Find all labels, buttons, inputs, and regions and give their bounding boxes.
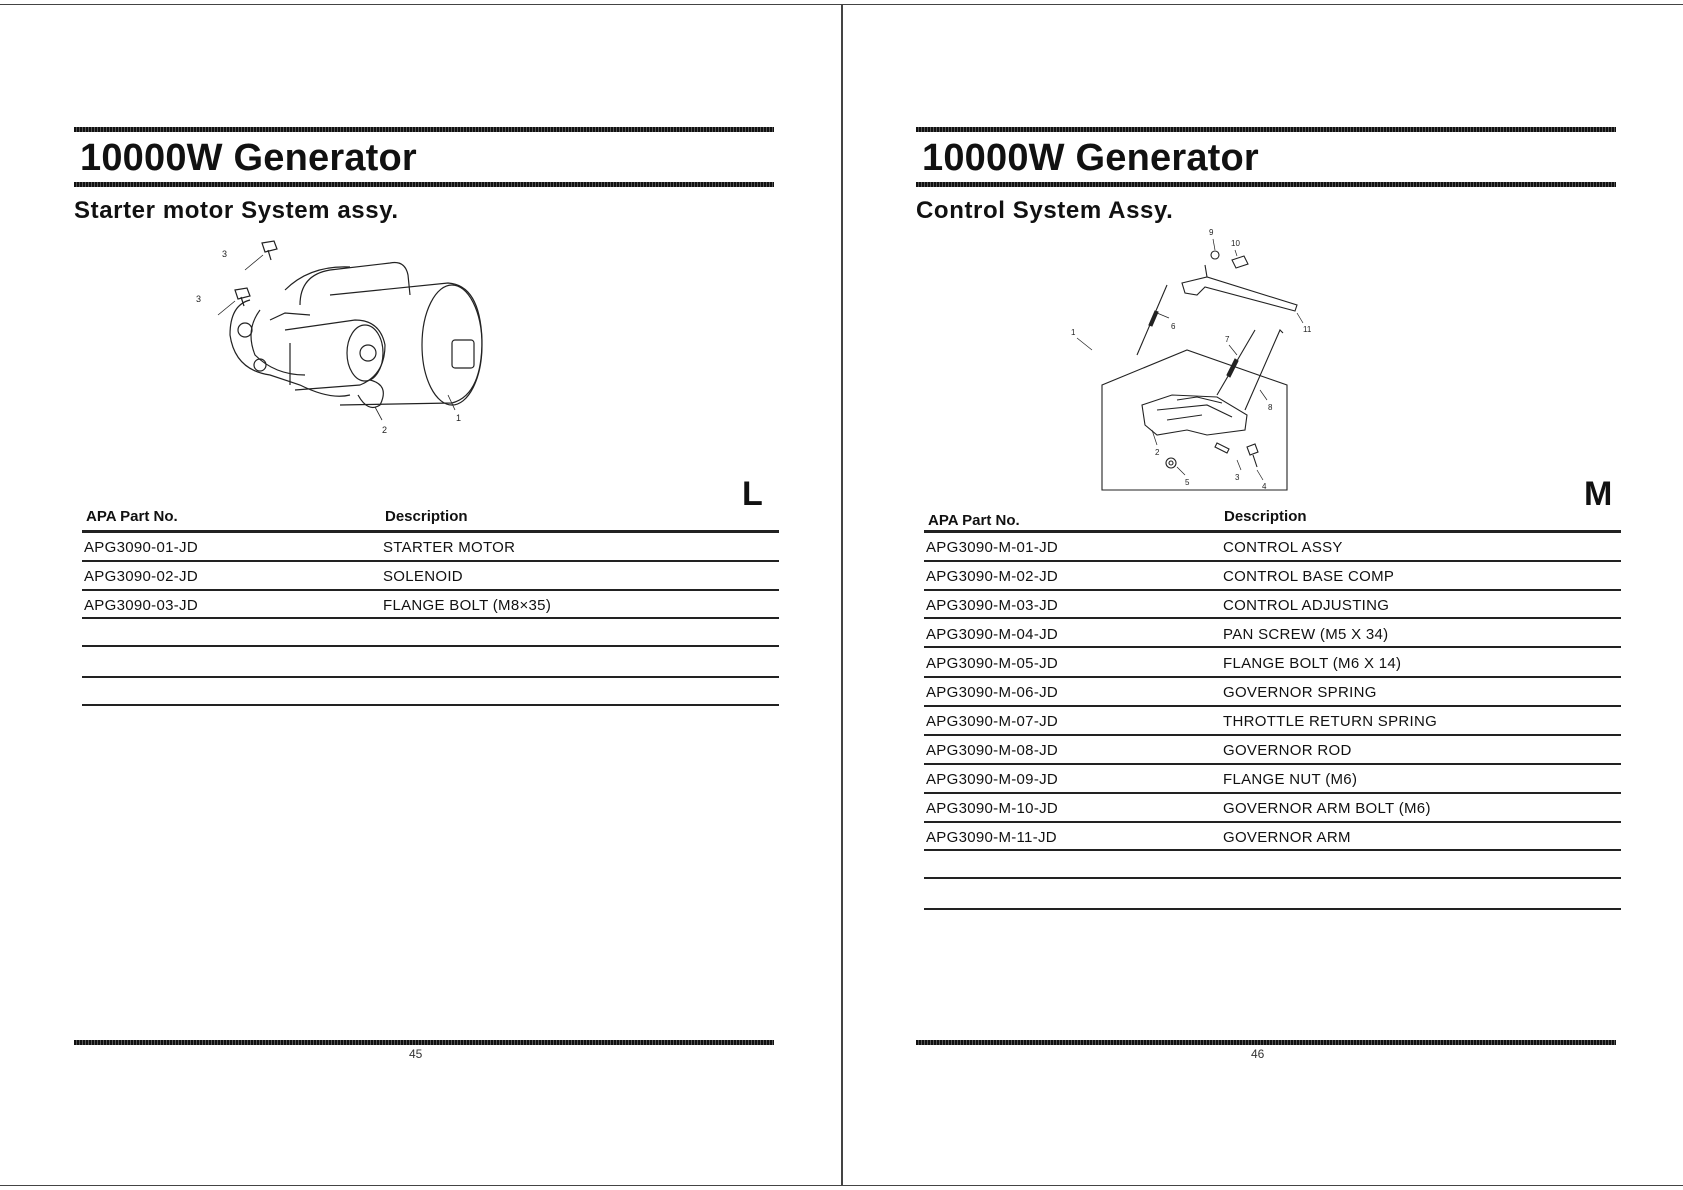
callout-label: 1 xyxy=(1071,328,1076,337)
description-cell: GOVERNOR ARM xyxy=(1223,829,1351,846)
callout-label: 3 xyxy=(222,249,228,259)
page-number: 46 xyxy=(1251,1047,1265,1061)
flange-bolt-drawing xyxy=(235,241,277,306)
section-letter: M xyxy=(1584,475,1613,513)
description-cell: PAN SCREW (M5 X 34) xyxy=(1223,626,1389,643)
part-number-cell: APG3090-M-10-JD xyxy=(926,800,1059,817)
row-rule xyxy=(924,676,1621,678)
callout-label: 1 xyxy=(456,413,462,423)
row-rule xyxy=(924,617,1621,619)
part-number-cell: APG3090-M-09-JD xyxy=(926,771,1059,788)
part-number-cell: APG3090-M-07-JD xyxy=(926,713,1059,730)
row-rule xyxy=(924,821,1621,823)
row-rule xyxy=(924,763,1621,765)
page-title: 10000W Generator xyxy=(80,137,417,179)
callout-label: 8 xyxy=(1268,403,1273,412)
row-rule xyxy=(924,877,1621,879)
row-rule xyxy=(82,676,779,678)
column-header-description: Description xyxy=(1224,508,1307,525)
description-cell: CONTROL ASSY xyxy=(1223,539,1343,556)
callout-label: 10 xyxy=(1231,239,1240,248)
row-rule xyxy=(82,560,779,562)
description-cell: GOVERNOR ROD xyxy=(1223,742,1352,759)
column-header-description: Description xyxy=(385,508,468,525)
description-cell: SOLENOID xyxy=(383,568,463,585)
callout-label: 11 xyxy=(1303,325,1312,334)
row-rule xyxy=(924,849,1621,851)
row-rule xyxy=(924,734,1621,736)
description-cell: FLANGE NUT (M6) xyxy=(1223,771,1358,788)
part-number-cell: APG3090-M-05-JD xyxy=(926,655,1059,672)
control-system-diagram xyxy=(1057,225,1377,500)
description-cell: CONTROL ADJUSTING xyxy=(1223,597,1390,614)
callout-label: 5 xyxy=(1185,478,1190,487)
section-subtitle: Starter motor System assy. xyxy=(74,197,399,224)
row-rule xyxy=(82,617,779,619)
row-rule xyxy=(924,705,1621,707)
callout-label: 6 xyxy=(1171,322,1176,331)
description-cell: THROTTLE RETURN SPRING xyxy=(1223,713,1438,730)
footer-bar xyxy=(916,1040,1616,1045)
description-cell: GOVERNOR SPRING xyxy=(1223,684,1377,701)
row-rule xyxy=(82,645,779,647)
row-rule xyxy=(924,792,1621,794)
part-number-cell: APG3090-M-06-JD xyxy=(926,684,1059,701)
title-top-bar xyxy=(916,127,1616,132)
column-header-part-no: APA Part No. xyxy=(86,508,178,525)
callout-label: 3 xyxy=(196,294,202,304)
row-rule xyxy=(924,646,1621,648)
part-number-cell: APG3090-M-08-JD xyxy=(926,742,1059,759)
page-number: 45 xyxy=(409,1047,423,1061)
row-rule xyxy=(82,589,779,591)
part-number-cell: APG3090-M-03-JD xyxy=(926,597,1059,614)
starter-motor-diagram xyxy=(190,235,520,470)
page-45 xyxy=(0,0,841,1182)
part-number-cell: APG3090-M-11-JD xyxy=(926,829,1057,846)
footer-bar xyxy=(74,1040,774,1045)
table-header-rule xyxy=(924,530,1621,533)
callout-label: 4 xyxy=(1262,482,1267,491)
title-top-bar xyxy=(74,127,774,132)
table-header-rule xyxy=(82,530,779,533)
column-header-part-no: APA Part No. xyxy=(928,512,1020,529)
description-cell: STARTER MOTOR xyxy=(383,539,516,556)
row-rule xyxy=(924,589,1621,591)
page-title: 10000W Generator xyxy=(922,137,1259,179)
control-base-drawing xyxy=(1142,395,1247,435)
callout-label: 9 xyxy=(1209,228,1214,237)
row-rule xyxy=(924,560,1621,562)
callout-label: 3 xyxy=(1235,473,1240,482)
governor-arm-drawing xyxy=(1182,265,1297,311)
page-46 xyxy=(842,0,1683,1182)
part-number-cell: APG3090-03-JD xyxy=(84,597,198,614)
description-cell: FLANGE BOLT (M6 X 14) xyxy=(1223,655,1402,672)
callout-label: 2 xyxy=(1155,448,1160,457)
callout-label: 7 xyxy=(1225,335,1230,344)
description-cell: CONTROL BASE COMP xyxy=(1223,568,1395,585)
row-rule xyxy=(924,908,1621,910)
title-bottom-bar xyxy=(74,182,774,187)
part-number-cell: APG3090-M-04-JD xyxy=(926,626,1059,643)
part-number-cell: APG3090-M-02-JD xyxy=(926,568,1059,585)
part-number-cell: APG3090-01-JD xyxy=(84,539,198,556)
description-cell: GOVERNOR ARM BOLT (M6) xyxy=(1223,800,1431,817)
callout-label: 2 xyxy=(382,425,388,435)
section-subtitle: Control System Assy. xyxy=(916,197,1174,224)
part-number-cell: APG3090-M-01-JD xyxy=(926,539,1059,556)
title-bottom-bar xyxy=(916,182,1616,187)
row-rule xyxy=(82,704,779,706)
section-letter: L xyxy=(742,475,763,513)
part-number-cell: APG3090-02-JD xyxy=(84,568,198,585)
description-cell: FLANGE BOLT (M8×35) xyxy=(383,597,552,614)
